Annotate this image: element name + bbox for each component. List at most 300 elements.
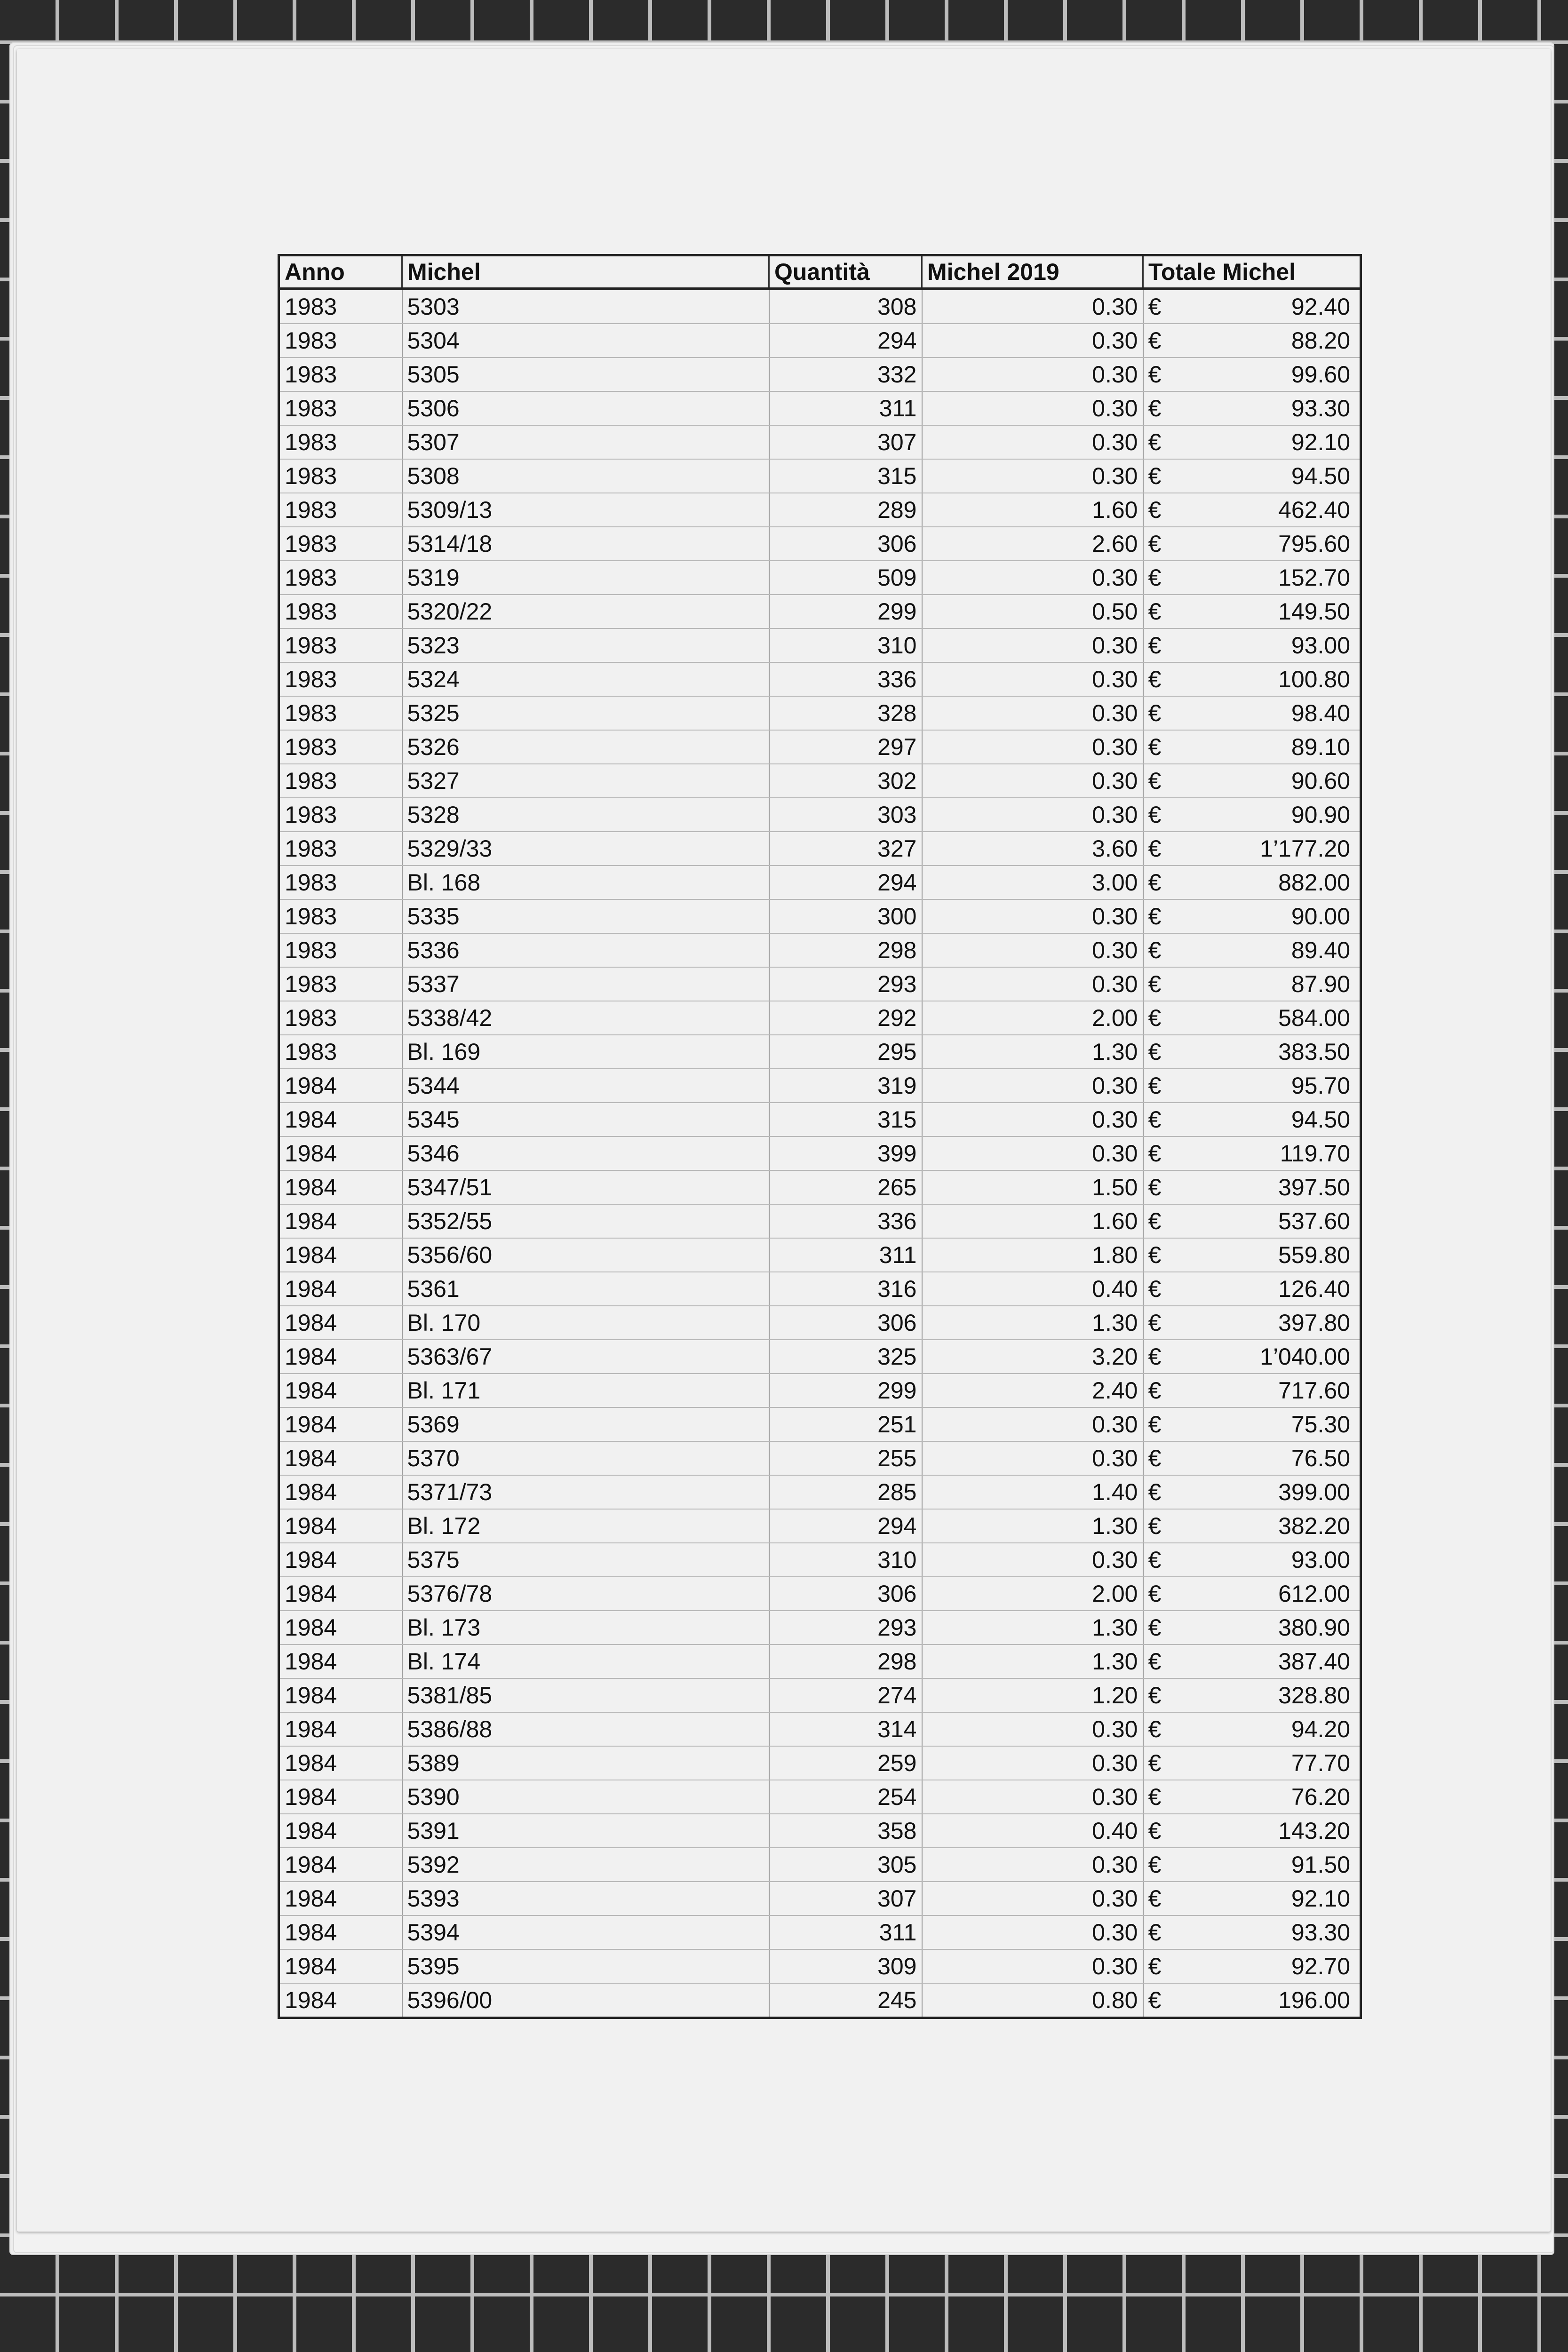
table-row <box>279 1441 1361 1475</box>
total-amount: 126.40 <box>1278 1276 1350 1302</box>
cell-michel-2019: 0.30 <box>922 933 1143 967</box>
cell-quantita: 319 <box>769 1069 922 1103</box>
cell-anno: 1983 <box>279 933 402 967</box>
cell-anno: 1984 <box>279 1103 402 1136</box>
cell-quantita: 399 <box>769 1136 922 1170</box>
euro-symbol: € <box>1148 395 1162 421</box>
cell-michel-2019: 0.30 <box>922 798 1143 832</box>
cell-michel: 5305 <box>402 358 769 391</box>
cell-michel: 5344 <box>402 1069 769 1103</box>
cell-michel-2019: 0.30 <box>922 289 1143 324</box>
total-amount: 94.50 <box>1291 1106 1350 1133</box>
cell-quantita: 332 <box>769 358 922 391</box>
cell-michel-2019: 1.40 <box>922 1475 1143 1509</box>
cell-quantita: 285 <box>769 1475 922 1509</box>
table-row <box>279 730 1361 764</box>
total-amount: 94.20 <box>1291 1716 1350 1742</box>
table-row <box>279 1882 1361 1915</box>
total-amount: 100.80 <box>1278 666 1350 692</box>
euro-symbol: € <box>1148 1174 1162 1200</box>
cell-totale <box>1143 967 1361 1001</box>
cell-quantita: 303 <box>769 798 922 832</box>
cell-quantita: 314 <box>769 1712 922 1746</box>
cell-michel-2019: 0.50 <box>922 595 1143 628</box>
cell-michel-2019: 1.60 <box>922 1204 1143 1238</box>
cell-totale <box>1143 1509 1361 1543</box>
cell-michel: 5327 <box>402 764 769 798</box>
euro-symbol: € <box>1148 632 1162 659</box>
table-row <box>279 1915 1361 1949</box>
euro-symbol: € <box>1148 1648 1162 1675</box>
cell-totale <box>1143 1678 1361 1712</box>
cell-michel-2019: 0.30 <box>922 628 1143 662</box>
header-quantita: Quantità <box>769 255 922 289</box>
cell-quantita: 300 <box>769 899 922 933</box>
cell-quantita: 509 <box>769 561 922 595</box>
cell-anno: 1984 <box>279 1238 402 1272</box>
cell-anno: 1984 <box>279 1577 402 1611</box>
euro-symbol: € <box>1148 1919 1162 1946</box>
table-row <box>279 1475 1361 1509</box>
cell-michel: 5309/13 <box>402 493 769 527</box>
table-row <box>279 1272 1361 1306</box>
total-amount: 328.80 <box>1278 1682 1350 1708</box>
cell-quantita: 306 <box>769 1306 922 1340</box>
cell-anno: 1983 <box>279 832 402 866</box>
total-amount: 380.90 <box>1278 1614 1350 1641</box>
cell-anno: 1984 <box>279 1407 402 1441</box>
cell-totale <box>1143 1848 1361 1882</box>
total-amount: 152.70 <box>1278 564 1350 591</box>
cell-anno: 1984 <box>279 1712 402 1746</box>
cell-michel: 5395 <box>402 1949 769 1983</box>
cell-totale <box>1143 391 1361 425</box>
cell-anno: 1983 <box>279 391 402 425</box>
cell-totale <box>1143 1882 1361 1915</box>
cell-michel-2019: 0.30 <box>922 899 1143 933</box>
cell-quantita: 289 <box>769 493 922 527</box>
total-amount: 397.80 <box>1278 1310 1350 1336</box>
total-amount: 612.00 <box>1278 1581 1350 1607</box>
cell-quantita: 315 <box>769 459 922 493</box>
cell-michel-2019: 0.30 <box>922 696 1143 730</box>
table-row <box>279 289 1361 324</box>
euro-symbol: € <box>1148 768 1162 794</box>
total-amount: 90.90 <box>1291 802 1350 828</box>
euro-symbol: € <box>1148 903 1162 930</box>
cell-anno: 1983 <box>279 289 402 324</box>
cell-totale <box>1143 493 1361 527</box>
cell-michel-2019: 0.30 <box>922 425 1143 459</box>
cell-michel: 5320/22 <box>402 595 769 628</box>
cell-anno: 1983 <box>279 764 402 798</box>
cell-anno: 1983 <box>279 866 402 899</box>
euro-symbol: € <box>1148 1682 1162 1708</box>
cell-quantita: 294 <box>769 866 922 899</box>
cell-anno: 1983 <box>279 527 402 561</box>
cell-quantita: 274 <box>769 1678 922 1712</box>
euro-symbol: € <box>1148 1885 1162 1912</box>
total-amount: 387.40 <box>1278 1648 1350 1675</box>
euro-symbol: € <box>1148 1547 1162 1573</box>
cell-anno: 1983 <box>279 425 402 459</box>
cell-totale <box>1143 1374 1361 1407</box>
total-amount: 94.50 <box>1291 463 1350 489</box>
table-row <box>279 1204 1361 1238</box>
cell-totale <box>1143 1712 1361 1746</box>
cell-anno: 1983 <box>279 493 402 527</box>
table-row <box>279 1340 1361 1374</box>
cell-michel: 5337 <box>402 967 769 1001</box>
table-row <box>279 324 1361 358</box>
table-row <box>279 527 1361 561</box>
cell-totale <box>1143 324 1361 358</box>
euro-symbol: € <box>1148 1310 1162 1336</box>
euro-symbol: € <box>1148 361 1162 388</box>
cell-quantita: 316 <box>769 1272 922 1306</box>
table-row <box>279 1306 1361 1340</box>
cell-anno: 1983 <box>279 730 402 764</box>
table-row <box>279 832 1361 866</box>
cell-michel: 5346 <box>402 1136 769 1170</box>
cell-anno: 1983 <box>279 1035 402 1069</box>
table-row <box>279 561 1361 595</box>
total-amount: 537.60 <box>1278 1208 1350 1234</box>
cell-totale <box>1143 933 1361 967</box>
total-amount: 99.60 <box>1291 361 1350 388</box>
total-amount: 93.30 <box>1291 1919 1350 1946</box>
cell-michel-2019: 0.30 <box>922 1949 1143 1983</box>
cell-anno: 1984 <box>279 1645 402 1678</box>
cell-anno: 1983 <box>279 628 402 662</box>
cell-michel: 5323 <box>402 628 769 662</box>
total-amount: 90.00 <box>1291 903 1350 930</box>
cell-quantita: 245 <box>769 1983 922 2018</box>
cell-totale <box>1143 1103 1361 1136</box>
total-amount: 89.10 <box>1291 734 1350 760</box>
cell-michel-2019: 1.30 <box>922 1035 1143 1069</box>
cell-michel: 5375 <box>402 1543 769 1577</box>
cell-michel-2019: 2.60 <box>922 527 1143 561</box>
cell-michel: 5389 <box>402 1746 769 1780</box>
table-row <box>279 493 1361 527</box>
cell-anno: 1984 <box>279 1949 402 1983</box>
cell-anno: 1984 <box>279 1814 402 1848</box>
cell-anno: 1984 <box>279 1882 402 1915</box>
table-row <box>279 866 1361 899</box>
euro-symbol: € <box>1148 937 1162 963</box>
table-row <box>279 1712 1361 1746</box>
total-amount: 93.00 <box>1291 1547 1350 1573</box>
euro-symbol: € <box>1148 564 1162 591</box>
cell-totale <box>1143 628 1361 662</box>
cell-totale <box>1143 1949 1361 1983</box>
cell-michel-2019: 0.30 <box>922 1915 1143 1949</box>
euro-symbol: € <box>1148 1953 1162 1979</box>
cell-quantita: 294 <box>769 1509 922 1543</box>
table-row <box>279 1678 1361 1712</box>
table-row <box>279 1949 1361 1983</box>
cell-anno: 1984 <box>279 1746 402 1780</box>
total-amount: 76.50 <box>1291 1445 1350 1471</box>
cell-michel-2019: 1.20 <box>922 1678 1143 1712</box>
euro-symbol: € <box>1148 1242 1162 1268</box>
cell-anno: 1984 <box>279 1611 402 1645</box>
cell-totale <box>1143 1238 1361 1272</box>
cell-totale <box>1143 1915 1361 1949</box>
cell-anno: 1984 <box>279 1848 402 1882</box>
euro-symbol: € <box>1148 1513 1162 1539</box>
cell-quantita: 307 <box>769 425 922 459</box>
cell-quantita: 307 <box>769 1882 922 1915</box>
cell-michel: 5328 <box>402 798 769 832</box>
cell-totale <box>1143 1780 1361 1814</box>
table-row <box>279 1001 1361 1035</box>
cell-michel: 5361 <box>402 1272 769 1306</box>
cell-totale <box>1143 866 1361 899</box>
euro-symbol: € <box>1148 1445 1162 1471</box>
cell-anno: 1983 <box>279 662 402 696</box>
cell-michel: 5335 <box>402 899 769 933</box>
total-amount: 149.50 <box>1278 598 1350 625</box>
cell-anno: 1984 <box>279 1780 402 1814</box>
table-row <box>279 1611 1361 1645</box>
cell-quantita: 309 <box>769 1949 922 1983</box>
cell-totale <box>1143 1543 1361 1577</box>
total-amount: 462.40 <box>1278 497 1350 523</box>
cell-totale <box>1143 425 1361 459</box>
cell-totale <box>1143 1136 1361 1170</box>
cell-michel: 5314/18 <box>402 527 769 561</box>
table-row <box>279 595 1361 628</box>
cell-michel: 5376/78 <box>402 1577 769 1611</box>
euro-symbol: € <box>1148 598 1162 625</box>
cell-michel-2019: 0.30 <box>922 391 1143 425</box>
cell-michel-2019: 3.20 <box>922 1340 1143 1374</box>
table-row <box>279 696 1361 730</box>
header-michel-2019: Michel 2019 <box>922 255 1143 289</box>
euro-symbol: € <box>1148 1377 1162 1404</box>
cell-anno: 1983 <box>279 967 402 1001</box>
cell-anno: 1983 <box>279 358 402 391</box>
euro-symbol: € <box>1148 1987 1162 2013</box>
cell-anno: 1984 <box>279 1204 402 1238</box>
euro-symbol: € <box>1148 1208 1162 1234</box>
cell-anno: 1984 <box>279 1475 402 1509</box>
cell-anno: 1984 <box>279 1543 402 1577</box>
cell-anno: 1983 <box>279 696 402 730</box>
cell-totale <box>1143 1340 1361 1374</box>
cell-totale <box>1143 1983 1361 2018</box>
cell-michel-2019: 3.00 <box>922 866 1143 899</box>
table-row <box>279 1780 1361 1814</box>
cell-quantita: 293 <box>769 967 922 1001</box>
cell-quantita: 336 <box>769 1204 922 1238</box>
euro-symbol: € <box>1148 1614 1162 1641</box>
cell-totale <box>1143 1204 1361 1238</box>
euro-symbol: € <box>1148 1784 1162 1810</box>
cell-michel: Bl. 169 <box>402 1035 769 1069</box>
table-row <box>279 1103 1361 1136</box>
cell-michel: 5326 <box>402 730 769 764</box>
total-amount: 93.00 <box>1291 632 1350 659</box>
euro-symbol: € <box>1148 531 1162 557</box>
total-amount: 119.70 <box>1280 1140 1350 1167</box>
cell-michel-2019: 0.30 <box>922 730 1143 764</box>
cell-michel: 5390 <box>402 1780 769 1814</box>
euro-symbol: € <box>1148 835 1162 862</box>
total-amount: 92.10 <box>1291 1885 1350 1912</box>
euro-symbol: € <box>1148 327 1162 354</box>
cell-quantita: 308 <box>769 289 922 324</box>
euro-symbol: € <box>1148 1276 1162 1302</box>
total-amount: 95.70 <box>1291 1073 1350 1099</box>
euro-symbol: € <box>1148 666 1162 692</box>
cell-totale <box>1143 1645 1361 1678</box>
cell-quantita: 306 <box>769 527 922 561</box>
euro-symbol: € <box>1148 1039 1162 1065</box>
stamp-inventory-table <box>278 254 1362 2019</box>
cell-quantita: 298 <box>769 933 922 967</box>
cell-anno: 1984 <box>279 1069 402 1103</box>
total-amount: 717.60 <box>1278 1377 1350 1404</box>
table-row <box>279 764 1361 798</box>
cell-quantita: 251 <box>769 1407 922 1441</box>
cell-totale <box>1143 289 1361 324</box>
cell-totale <box>1143 1306 1361 1340</box>
cell-totale <box>1143 696 1361 730</box>
cell-michel: 5396/00 <box>402 1983 769 2018</box>
cell-michel-2019: 0.30 <box>922 662 1143 696</box>
euro-symbol: € <box>1148 734 1162 760</box>
cell-michel: 5319 <box>402 561 769 595</box>
cell-totale <box>1143 832 1361 866</box>
cell-michel: 5345 <box>402 1103 769 1136</box>
table-header-row <box>279 255 1361 289</box>
total-amount: 92.40 <box>1291 294 1350 320</box>
cell-quantita: 311 <box>769 1915 922 1949</box>
euro-symbol: € <box>1148 1005 1162 1031</box>
cell-michel: 5347/51 <box>402 1170 769 1204</box>
cell-michel: 5393 <box>402 1882 769 1915</box>
cell-anno: 1983 <box>279 459 402 493</box>
cell-quantita: 305 <box>769 1848 922 1882</box>
cell-quantita: 292 <box>769 1001 922 1035</box>
cell-quantita: 325 <box>769 1340 922 1374</box>
cell-michel-2019: 2.00 <box>922 1001 1143 1035</box>
cell-michel-2019: 2.40 <box>922 1374 1143 1407</box>
total-amount: 143.20 <box>1278 1818 1350 1844</box>
total-amount: 1’177.20 <box>1260 835 1350 862</box>
cell-totale <box>1143 1577 1361 1611</box>
table-row <box>279 899 1361 933</box>
table-row <box>279 1645 1361 1678</box>
cell-totale <box>1143 798 1361 832</box>
cell-michel-2019: 0.30 <box>922 324 1143 358</box>
euro-symbol: € <box>1148 1411 1162 1438</box>
table-row <box>279 1374 1361 1407</box>
cell-michel-2019: 0.30 <box>922 1441 1143 1475</box>
euro-symbol: € <box>1148 802 1162 828</box>
euro-symbol: € <box>1148 463 1162 489</box>
table-row <box>279 358 1361 391</box>
cell-michel-2019: 1.30 <box>922 1611 1143 1645</box>
cell-anno: 1984 <box>279 1678 402 1712</box>
euro-symbol: € <box>1148 971 1162 997</box>
cell-michel-2019: 0.30 <box>922 1712 1143 1746</box>
cell-quantita: 294 <box>769 324 922 358</box>
total-amount: 77.70 <box>1291 1750 1350 1776</box>
cell-totale <box>1143 899 1361 933</box>
cell-michel: 5381/85 <box>402 1678 769 1712</box>
table-row <box>279 933 1361 967</box>
cell-anno: 1984 <box>279 1340 402 1374</box>
euro-symbol: € <box>1148 1716 1162 1742</box>
total-amount: 87.90 <box>1291 971 1350 997</box>
cell-quantita: 254 <box>769 1780 922 1814</box>
header-michel: Michel <box>402 255 769 289</box>
table-row <box>279 967 1361 1001</box>
cell-totale <box>1143 358 1361 391</box>
euro-symbol: € <box>1148 1851 1162 1878</box>
euro-symbol: € <box>1148 700 1162 726</box>
total-amount: 76.20 <box>1291 1784 1350 1810</box>
cell-totale <box>1143 1069 1361 1103</box>
cell-quantita: 255 <box>769 1441 922 1475</box>
cell-michel: 5325 <box>402 696 769 730</box>
table-row <box>279 1848 1361 1882</box>
cell-michel: 5363/67 <box>402 1340 769 1374</box>
cell-michel-2019: 1.50 <box>922 1170 1143 1204</box>
cell-quantita: 293 <box>769 1611 922 1645</box>
cell-anno: 1984 <box>279 1136 402 1170</box>
cell-michel: Bl. 174 <box>402 1645 769 1678</box>
cell-michel-2019: 0.30 <box>922 764 1143 798</box>
cell-totale <box>1143 1746 1361 1780</box>
table-row <box>279 1035 1361 1069</box>
cell-michel-2019: 0.30 <box>922 561 1143 595</box>
table-row <box>279 628 1361 662</box>
euro-symbol: € <box>1148 1073 1162 1099</box>
table-row <box>279 425 1361 459</box>
header-anno: Anno <box>279 255 402 289</box>
table-row <box>279 1577 1361 1611</box>
cell-michel-2019: 0.30 <box>922 1746 1143 1780</box>
cell-michel: 5391 <box>402 1814 769 1848</box>
total-amount: 1’040.00 <box>1260 1343 1350 1370</box>
cell-michel-2019: 1.60 <box>922 493 1143 527</box>
cell-quantita: 311 <box>769 391 922 425</box>
euro-symbol: € <box>1148 497 1162 523</box>
cell-michel-2019: 0.30 <box>922 1882 1143 1915</box>
cell-michel-2019: 2.00 <box>922 1577 1143 1611</box>
cell-quantita: 295 <box>769 1035 922 1069</box>
cell-totale <box>1143 1611 1361 1645</box>
cell-totale <box>1143 1035 1361 1069</box>
total-amount: 383.50 <box>1278 1039 1350 1065</box>
cell-totale <box>1143 527 1361 561</box>
cell-quantita: 315 <box>769 1103 922 1136</box>
cell-michel-2019: 1.30 <box>922 1645 1143 1678</box>
cell-quantita: 327 <box>769 832 922 866</box>
cell-michel-2019: 0.80 <box>922 1983 1143 2018</box>
total-amount: 88.20 <box>1291 327 1350 354</box>
table-row <box>279 1746 1361 1780</box>
euro-symbol: € <box>1148 1140 1162 1167</box>
cell-anno: 1984 <box>279 1272 402 1306</box>
cell-anno: 1984 <box>279 1915 402 1949</box>
cell-quantita: 259 <box>769 1746 922 1780</box>
